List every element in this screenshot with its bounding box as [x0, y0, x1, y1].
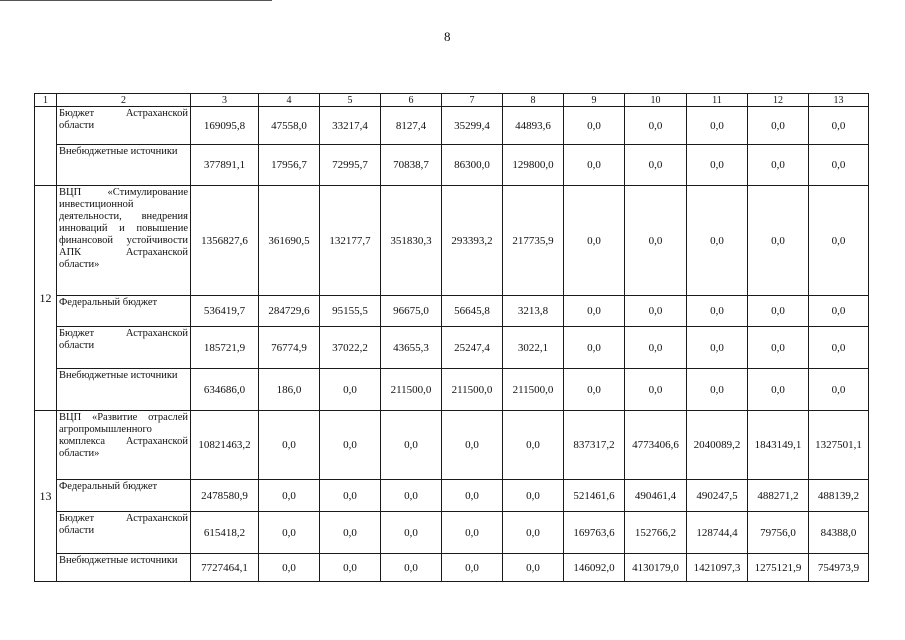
value-cell: 0,0	[442, 480, 503, 512]
value-cell: 377891,1	[191, 145, 259, 186]
value-cell: 0,0	[809, 327, 869, 369]
table-row	[35, 512, 869, 554]
value-cell: 351830,3	[381, 186, 442, 296]
value-cell: 0,0	[442, 554, 503, 582]
value-cell: 3022,1	[503, 327, 564, 369]
value-cell: 0,0	[748, 186, 809, 296]
value-cell: 536419,7	[191, 296, 259, 327]
value-cell: 0,0	[259, 411, 320, 480]
value-cell: 521461,6	[564, 480, 625, 512]
table-row	[35, 107, 869, 145]
value-cell: 0,0	[381, 411, 442, 480]
value-cell: 361690,5	[259, 186, 320, 296]
value-cell: 84388,0	[809, 512, 869, 554]
value-cell: 128744,4	[687, 512, 748, 554]
value-cell: 2478580,9	[191, 480, 259, 512]
table-row	[35, 327, 869, 369]
value-cell: 0,0	[625, 369, 687, 411]
top-rule	[0, 0, 272, 1]
table-row	[35, 145, 869, 186]
value-cell: 0,0	[564, 145, 625, 186]
value-cell: 0,0	[564, 186, 625, 296]
value-cell: 0,0	[381, 554, 442, 582]
column-header: 6	[381, 94, 442, 107]
value-cell: 76774,9	[259, 327, 320, 369]
row-name: ВЦП «Стимулирование инвестиционной деятельности, внедрения инноваций и повышение финансовой устойчивости АПК Астраханской области»	[57, 186, 191, 296]
value-cell: 0,0	[748, 327, 809, 369]
value-cell: 96675,0	[381, 296, 442, 327]
value-cell: 0,0	[809, 186, 869, 296]
value-cell: 185721,9	[191, 327, 259, 369]
value-cell: 0,0	[320, 480, 381, 512]
column-header: 7	[442, 94, 503, 107]
column-header: 13	[809, 94, 869, 107]
value-cell: 7727464,1	[191, 554, 259, 582]
table-row	[35, 554, 869, 582]
row-group-number	[35, 107, 57, 186]
value-cell: 0,0	[320, 369, 381, 411]
value-cell: 490461,4	[625, 480, 687, 512]
value-cell: 0,0	[748, 296, 809, 327]
value-cell: 0,0	[381, 512, 442, 554]
value-cell: 0,0	[503, 480, 564, 512]
budget-table	[34, 93, 869, 582]
value-cell: 0,0	[259, 480, 320, 512]
value-cell: 169763,6	[564, 512, 625, 554]
value-cell: 0,0	[625, 327, 687, 369]
value-cell: 293393,2	[442, 186, 503, 296]
value-cell: 17956,7	[259, 145, 320, 186]
value-cell: 0,0	[748, 107, 809, 145]
value-cell: 43655,3	[381, 327, 442, 369]
column-header: 8	[503, 94, 564, 107]
value-cell: 488139,2	[809, 480, 869, 512]
value-cell: 33217,4	[320, 107, 381, 145]
column-header: 11	[687, 94, 748, 107]
value-cell: 0,0	[687, 107, 748, 145]
header-row	[35, 94, 869, 107]
value-cell: 0,0	[259, 554, 320, 582]
table-row	[35, 480, 869, 512]
row-name: Федеральный бюджет	[57, 480, 191, 512]
value-cell: 0,0	[503, 411, 564, 480]
row-name: ВЦП «Развитие отраслей агропромышленного комплекса Астраханской области»	[57, 411, 191, 480]
value-cell: 0,0	[687, 186, 748, 296]
value-cell: 0,0	[748, 369, 809, 411]
value-cell: 3213,8	[503, 296, 564, 327]
value-cell: 35299,4	[442, 107, 503, 145]
value-cell: 72995,7	[320, 145, 381, 186]
value-cell: 0,0	[320, 554, 381, 582]
value-cell: 25247,4	[442, 327, 503, 369]
value-cell: 490247,5	[687, 480, 748, 512]
value-cell: 8127,4	[381, 107, 442, 145]
value-cell: 0,0	[381, 480, 442, 512]
value-cell: 152766,2	[625, 512, 687, 554]
value-cell: 37022,2	[320, 327, 381, 369]
value-cell: 0,0	[809, 296, 869, 327]
value-cell: 0,0	[564, 369, 625, 411]
table-row	[35, 186, 869, 296]
value-cell: 0,0	[564, 107, 625, 145]
value-cell: 47558,0	[259, 107, 320, 145]
value-cell: 0,0	[503, 554, 564, 582]
value-cell: 0,0	[564, 327, 625, 369]
column-header: 12	[748, 94, 809, 107]
column-header: 5	[320, 94, 381, 107]
value-cell: 0,0	[687, 296, 748, 327]
value-cell: 0,0	[259, 512, 320, 554]
value-cell: 0,0	[687, 327, 748, 369]
value-cell: 2040089,2	[687, 411, 748, 480]
value-cell: 211500,0	[381, 369, 442, 411]
value-cell: 0,0	[442, 411, 503, 480]
row-name: Бюджет Астраханской области	[57, 512, 191, 554]
value-cell: 1421097,3	[687, 554, 748, 582]
value-cell: 837317,2	[564, 411, 625, 480]
value-cell: 0,0	[503, 512, 564, 554]
value-cell: 0,0	[809, 369, 869, 411]
value-cell: 1356827,6	[191, 186, 259, 296]
value-cell: 44893,6	[503, 107, 564, 145]
value-cell: 615418,2	[191, 512, 259, 554]
value-cell: 169095,8	[191, 107, 259, 145]
value-cell: 0,0	[442, 512, 503, 554]
column-header: 3	[191, 94, 259, 107]
value-cell: 1327501,1	[809, 411, 869, 480]
value-cell: 70838,7	[381, 145, 442, 186]
value-cell: 0,0	[748, 145, 809, 186]
value-cell: 0,0	[320, 411, 381, 480]
table-row	[35, 411, 869, 480]
value-cell: 86300,0	[442, 145, 503, 186]
row-name: Внебюджетные источники	[57, 554, 191, 582]
value-cell: 56645,8	[442, 296, 503, 327]
table-row	[35, 369, 869, 411]
value-cell: 0,0	[625, 186, 687, 296]
value-cell: 0,0	[687, 369, 748, 411]
value-cell: 0,0	[564, 296, 625, 327]
value-cell: 1275121,9	[748, 554, 809, 582]
value-cell: 146092,0	[564, 554, 625, 582]
column-header: 9	[564, 94, 625, 107]
value-cell: 4773406,6	[625, 411, 687, 480]
row-name: Федеральный бюджет	[57, 296, 191, 327]
value-cell: 211500,0	[442, 369, 503, 411]
row-name: Бюджет Астраханской области	[57, 327, 191, 369]
value-cell: 488271,2	[748, 480, 809, 512]
column-header: 2	[57, 94, 191, 107]
column-header: 10	[625, 94, 687, 107]
row-name: Бюджет Астраханской области	[57, 107, 191, 145]
value-cell: 754973,9	[809, 554, 869, 582]
value-cell: 0,0	[625, 107, 687, 145]
table-row	[35, 296, 869, 327]
value-cell: 95155,5	[320, 296, 381, 327]
value-cell: 132177,7	[320, 186, 381, 296]
value-cell: 0,0	[809, 145, 869, 186]
value-cell: 4130179,0	[625, 554, 687, 582]
value-cell: 217735,9	[503, 186, 564, 296]
value-cell: 0,0	[687, 145, 748, 186]
value-cell: 0,0	[809, 107, 869, 145]
value-cell: 284729,6	[259, 296, 320, 327]
row-name: Внебюджетные источники	[57, 369, 191, 411]
value-cell: 211500,0	[503, 369, 564, 411]
row-name: Внебюджетные источники	[57, 145, 191, 186]
value-cell: 0,0	[625, 296, 687, 327]
value-cell: 79756,0	[748, 512, 809, 554]
row-group-number: 13	[35, 411, 57, 582]
value-cell: 0,0	[320, 512, 381, 554]
column-header: 4	[259, 94, 320, 107]
value-cell: 129800,0	[503, 145, 564, 186]
value-cell: 1843149,1	[748, 411, 809, 480]
row-group-number: 12	[35, 186, 57, 411]
page-number: 8	[444, 29, 451, 44]
value-cell: 186,0	[259, 369, 320, 411]
column-header: 1	[35, 94, 57, 107]
value-cell: 0,0	[625, 145, 687, 186]
value-cell: 10821463,2	[191, 411, 259, 480]
value-cell: 634686,0	[191, 369, 259, 411]
